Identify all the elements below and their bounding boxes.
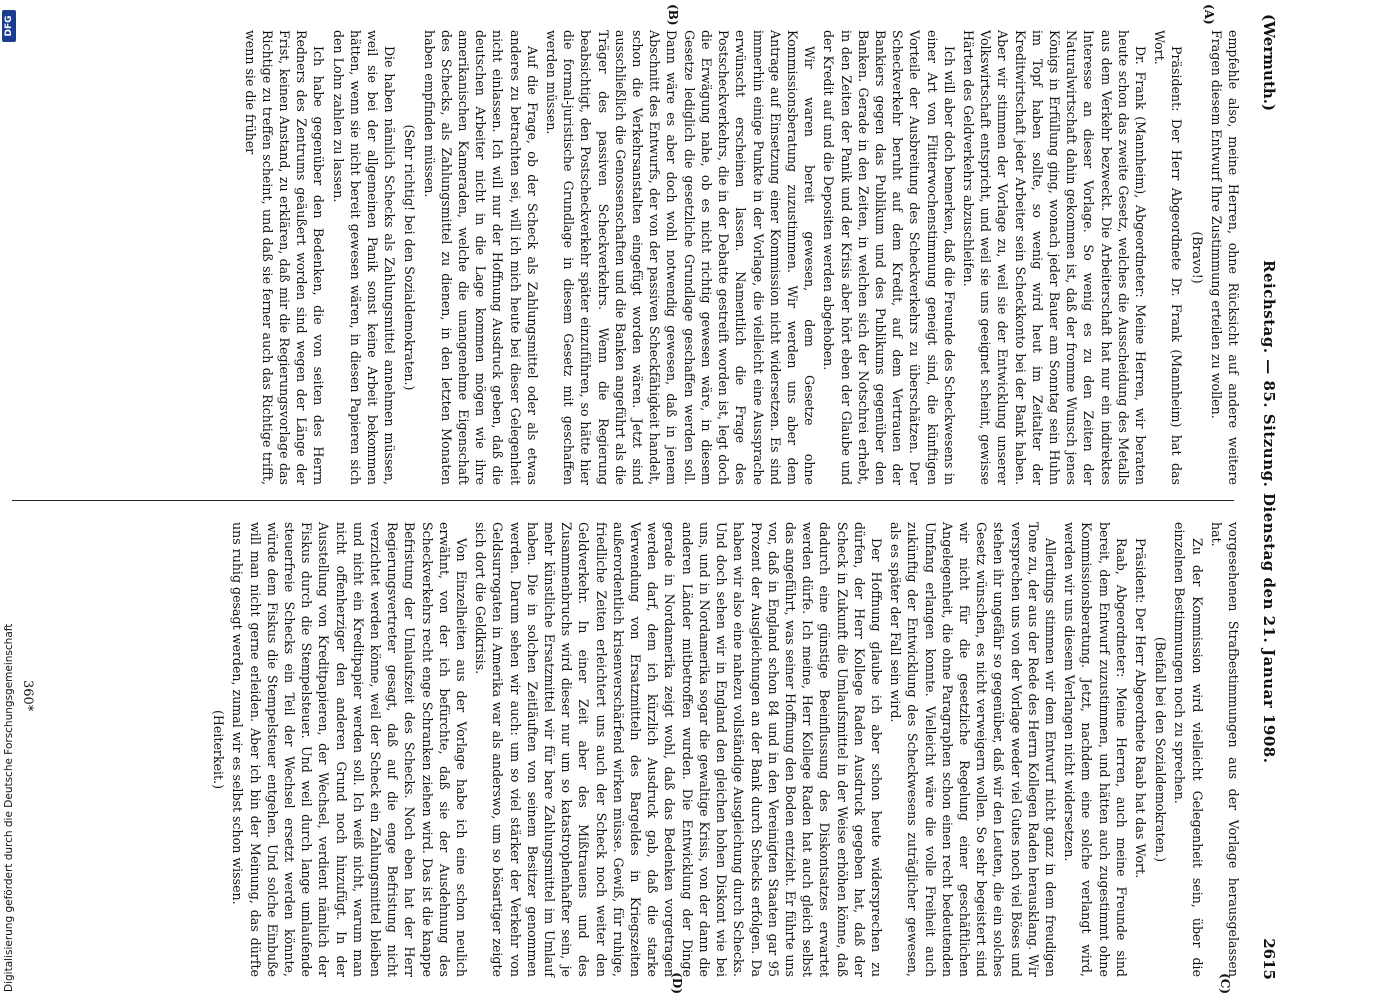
paragraph: Präsident: Der Herr Abgeordnete Dr. Frank (Mannheim) hat das Wort. bbox=[1152, 30, 1185, 485]
header-title: Reichstag. — 85. Sitzung. Dienstag den 21. Januar 1908. bbox=[1260, 260, 1278, 764]
paragraph: Raab, Abgeordneter: Meine Herren, auch meine Freunde sind bereit, dem Entwurf zuzustimmen, und hätten auch zugestimmt ohne Kommissionsberatung. Jetzt, nachdem eine solche verlangt wird, werden wir uns diesem Verlangen nicht widersetzen. bbox=[1062, 522, 1129, 977]
interjection: (Bravo!) bbox=[1189, 231, 1205, 284]
header-page-number: 2615 bbox=[1260, 938, 1278, 980]
paragraph: Präsident: Der Herr Abgeordnete Raab hat das Wort. bbox=[1132, 538, 1148, 879]
paragraph: Auf die Frage, ob der Scheck als Zahlungsmittel oder als etwas anderes zu betrachten sei, will ich mich heute bei dieser Gelegenheit nicht einlassen. Ich will nur der Hoffnung Ausdruck geben, daß die deutschen Arbeiter nicht in die Lage kommen mögen wie ihre amerikanischen Kameraden, welche die unangenehme Eigenschaft des Schecks, als Zahlungsmittel zu dienen, in den letzten Monaten haben empfinden müssen. bbox=[421, 30, 540, 485]
interjection: (Sehr richtig! bei den Sozialdemokraten.) bbox=[402, 124, 418, 391]
margin-marker-c: (C) bbox=[1218, 973, 1232, 994]
paragraph: Zu der Kommission wird vielleicht Gelegenheit sein, über die einzelnen Bestimmungen noch zu sprechen. bbox=[1172, 522, 1205, 977]
interjection: (Beifall bei den Sozialdemokraten.) bbox=[1153, 636, 1169, 863]
paragraph: Von Einzelheiten aus der Vorlage habe ich eine schon neulich erwähnt, von der ich befürchte, daß sie der Ausdehnung des Scheckverkehrs recht enge Schranken ziehen wird. Das ist die knappe Befristung der Umlaufszeit des Schecks. Noch eben hat der Herr Regierungsvertreter gesagt, daß auf die enge Befristung nicht verzichtet werden könne, weil der Scheck ein Zahlungsmittel bleiben und nicht ein Kreditpapier werden soll. Ich weiß nicht, warum man nicht offenherziger den anderen Grund noch hinzufügt. In der Ausstellung von Kreditpapieren, der Wechsel, verdient nämlich der Fiskus durch die Stempelsteuer. Und weil durch lange umlaufende steuerfreie Schecks ein Teil der Wechsel ersetzt werden könnte, würde dem Fiskus die Stempelsteuer entgehen. Und solche Einbuße will man nicht gerne erleiden. Aber ich bin der Meinung, das dürfte uns ruhig gesagt werden, zumal wir es selbst schon wissen. bbox=[230, 522, 470, 977]
paragraph: Ich will aber doch bemerken, daß die Freunde des Scheckwesens in einer Art von Flitterwochenstimmung geneigt sind, die künftigen Vorteile der Ausbreitung des Scheckverkehrs zu überschätzen. Der Scheckverkehr beruht auf dem Kredit, auf dem Vertrauen der Bankiers gegen das Publikum und des Publikums gegenüber den Banken. Gerade in den Zeiten, in welchen sich der Notschrei erhebt, in den Zeiten der Panik und der Krisis aber hört eben der Glaube und der Kredit auf und die Depositen werden abgehoben. bbox=[821, 30, 957, 485]
bottom-page-number: 360* bbox=[20, 680, 35, 712]
paragraph: Allerdings stimmen wir dem Entwurf nicht ganz in dem freudigen Tone zu, der aus der Rede des Herrn Kollegen Raden herausklang. Wir versprechen uns von der Vorlage weder viel Gutes noch viel Böses und stehen ihr ungefähr so gegenüber, daß wir den Leuten, die ein solches Gesetz wünschen, es nicht verweigern wollen. So sehr begeistert sind wir nicht für die gesetzliche Regelung einer geschäftlichen Angelegenheit, die ohne Paragraphen schon einen recht bedeutenden Umfang erlangen konnte. Vielleicht wäre die volle Freiheit auch zukünftig der Entwicklung des Scheckwesens zuträglicher gewesen, als es später der Fall sein wird. bbox=[888, 522, 1058, 977]
header-speaker: (Wermuth.) bbox=[1260, 14, 1278, 112]
paragraph: Dr. Frank (Mannheim), Abgeordneter: Meine Herren, wir beraten heute schon das zweite Gesetz, welches die Ausscheidung des Metalls aus dem Verkehr bezweckt. Die Arbeiterschaft hat nur ein indirektes Interesse an dieser Vorlage. So wenig es zu den Zeiten der Naturalwirtschaft dahin gekommen ist, daß der fromme Wunsch jenes Königs in Erfüllung ging, wonach jeder Bauer am Sonntag sein Huhn im Topf haben sollte, so wenig wird heut im Zeitalter der Kreditwirtschaft jeder Arbeiter sein Scheckkonto bei der Bank haben. Aber wir stimmen der Vorlage zu, weil sie der Entwicklung unserer Volkswirtschaft entspricht, und weil sie uns geeignet scheint, gewisse Härten des Geldverkehrs abzuschleifen. bbox=[960, 30, 1148, 485]
paragraph: Ich habe gegenüber den Bedenken, die von seiten des Herrn Redners des Zentrums geäußert worden sind wegen der Länge der Frist, keinen Anstand, zu erklären, daß mir die Regierungsvorlage das Richtige zu treffen scheint, und daß sie ferner auch das Richtige trifft, wenn sie die früher bbox=[242, 30, 327, 485]
paragraph: empfehle also, meine Herren, ohne Rücksicht auf andere weitere Fragen diesem Entwurf Ihre Zustimmung erteilen zu wollen. bbox=[1208, 30, 1241, 485]
funding-footer bbox=[0, 0, 22, 1000]
margin-marker-b: (B) bbox=[666, 4, 680, 26]
page-header bbox=[1252, 0, 1280, 1000]
paragraph: Der Hoffnung glaube ich aber schon heute widersprechen zu dürfen, der Herr Kollege Raden Ausdruck gegeben hat, daß der Scheck in Zukunft die Umlaufsmittel in der Weise erhöhen könne, daß dadurch eine günstige Beeinflussung des Diskontsatzes erwartet werden dürfe. Ich meine, Herr Kollege Raden hat auch gleich selbst das angeführt, was seiner Hoffnung den Boden entzieht. Er führte uns vor, daß in England schon 84 und in den Vereinigten Staaten gar 95 Prozent der Ausgleichungen an der Bank durch Schecks erfolgen. Da haben wir also eine nahezu vollständige Ausgleichung durch Schecks. Und doch sehen wir in England den gleichen hohen Diskont wie bei uns, und in Nordamerika sogar die gewaltige Krisis, von der dann die anderen Länder mitbetroffen wurden. Die Entwicklung der Dinge gerade in Nordamerika zeigt wohl, daß das Bedenken vorgetragen werden darf, dem ich kürzlich Ausdruck gab, daß die starke Verwendung von Ersatzmitteln des Bargeldes in Kriegszeiten außerordentlich krisenverschärfend wirken müsse. Gewiß, für ruhige, friedliche Zeiten erleichtert uns auch der Scheck noch weiter den Geldverkehr. In einer Zeit aber des Mißtrauens und des Zusammenbruchs wird dieser nur um so katastrophenhafter sein, je mehr künstliche Ersatzmittel wir für bare Zahlungsmittel im Umlauf haben. Die in solchen Zeitläuften von seinem Besitzer genommen werden. Darum sehen wir auch: um so viel stärker der Verkehr von Geldsurrogaten in Amerika war als anderswo, um so bösartiger zeigte sich dort die Geldkrisis. bbox=[473, 522, 884, 977]
interjection: (Heiterkeit.) bbox=[211, 710, 227, 789]
paragraph: Die haben nämlich Schecks als Zahlungsmittel annehmen müssen, weil sie bei der allgemeinen Panik sonst keine Arbeit bekommen hätten, wenn sie nicht bereit gewesen wären, in diesen Papieren sich den Lohn zahlen zu lassen. bbox=[330, 30, 398, 485]
margin-marker-d: (D) bbox=[670, 972, 684, 994]
paragraph: Wir waren bereit gewesen, dem Gesetze ohne Kommissionsberatung zuzustimmen. Wir werden uns aber dem Antrage auf Einsetzung einer Kommission nicht widersetzen. Es sind immerhin einige Punkte in der Vorlage, die vielleicht eine Aussprache erwünscht erscheinen lassen. Namentlich die Frage des Postscheckverkehrs, die in der Debatte gestreift worden ist, legt doch die Erwägung nahe, ob es nicht richtig gewesen wäre, in diesem Gesetze lediglich die gesetzliche Grundlage geschaffen werden soll. Dann wäre es aber doch wohl notwendig gewesen, daß in jenem Abschnitt des Entwurfs, der von der passiven Scheckfähigkeit handelt, schon die Verkehrsanstalten eingefügt worden wären. Jetzt sind ausschließlich die Genossenschaften und die Banken angeführt als die Träger des passiven Scheckverkehrs. Wenn die Regierung beabsichtigt, den Postscheckverkehr später einzuführen, so hätte hier die formal-juristische Grundlage in diesem Gesetz mit geschaffen werden müssen. bbox=[544, 30, 818, 485]
dfg-logo-icon: DFG bbox=[2, 10, 16, 42]
margin-marker-a: (A) bbox=[1202, 4, 1216, 25]
left-column bbox=[239, 30, 1242, 485]
footer-text: Digitalisierung gefördert durch die Deutsche Forschungsgemeinschaft bbox=[3, 623, 15, 992]
paragraph: vorgesehenen Strafbestimmungen aus der Vorlage herausgelassen hat. bbox=[1208, 522, 1241, 977]
right-column bbox=[207, 522, 1242, 977]
column-divider bbox=[12, 500, 1234, 501]
